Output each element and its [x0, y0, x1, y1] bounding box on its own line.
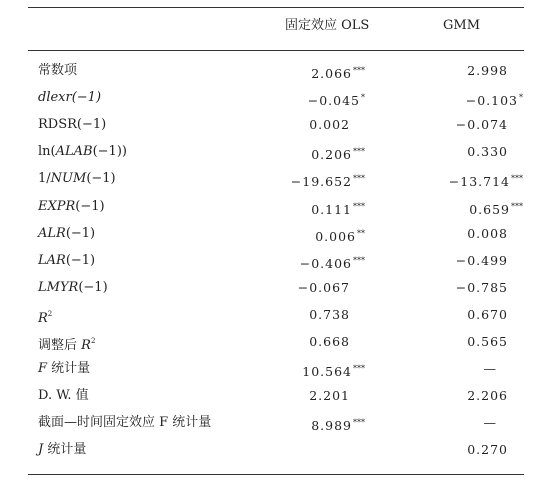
cell-gmm-value: 0.330	[467, 144, 508, 160]
significance-stars: ***	[511, 174, 523, 184]
row-label: F 统计量	[38, 361, 91, 377]
table-row	[0, 225, 549, 252]
cell-ols-value: 8.989***	[311, 418, 365, 434]
row-label: dlexr(−1)	[38, 90, 102, 106]
row-label: 调整后 $R^2$	[38, 337, 96, 353]
significance-stars: ***	[353, 174, 365, 184]
cell-ols-value: −0.406***	[299, 255, 365, 271]
significance-stars: **	[357, 228, 365, 238]
table-top-rule	[28, 7, 524, 8]
significance-stars: ***	[511, 201, 523, 211]
cell-gmm-value: −0.103*	[465, 93, 523, 109]
cell-gmm-value: −13.714***	[448, 174, 523, 190]
table-row	[0, 89, 549, 116]
cell-ols-value: 10.564***	[302, 364, 365, 380]
table-bottom-rule	[28, 474, 524, 475]
cell-ols-value: −0.067	[297, 279, 350, 295]
row-label: 截面—时间固定效应 F 统计量	[38, 415, 212, 431]
significance-stars: ***	[353, 255, 365, 265]
table-row	[0, 414, 549, 441]
cell-ols-value: −0.045*	[307, 93, 365, 109]
cell-ols-value: 0.206***	[311, 147, 365, 163]
cell-ols-value: −19.652***	[290, 174, 365, 190]
table-row	[0, 333, 549, 360]
table-row	[0, 170, 549, 197]
significance-stars: ***	[353, 66, 365, 75]
table-row	[0, 306, 549, 333]
row-label: $R^2$	[38, 309, 53, 326]
header-col-fixed-effects-ols: 固定效应 OLS	[285, 18, 370, 33]
significance-stars: ***	[353, 147, 365, 157]
table-row	[0, 279, 549, 306]
significance-stars: ***	[353, 418, 365, 428]
table-row	[0, 441, 549, 468]
row-label: LMYR(−1)	[38, 279, 108, 295]
significance-stars: ***	[353, 201, 365, 211]
cell-gmm-value: 0.008	[467, 225, 508, 241]
table-row	[0, 198, 549, 225]
cell-gmm-value: 0.659***	[469, 201, 523, 217]
row-label: ln(ALAB(−1))	[38, 144, 127, 160]
table-row	[0, 143, 549, 170]
cell-gmm-value: 0.270	[467, 442, 508, 458]
table-row	[0, 116, 549, 143]
cell-gmm-value: 2.998	[467, 63, 508, 78]
header-col-gmm: GMM	[443, 18, 481, 33]
cell-gmm-value: −0.785	[455, 279, 508, 295]
cell-ols-value: 0.111***	[311, 201, 365, 217]
table-row	[0, 387, 549, 414]
table-row	[0, 62, 549, 89]
cell-ols-value: 0.006**	[315, 228, 365, 244]
row-label: EXPR(−1)	[38, 198, 105, 214]
row-label: 1/NUM(−1)	[38, 171, 116, 187]
cell-gmm-value: 0.565	[467, 334, 508, 349]
cell-ols-value: 0.668	[309, 334, 350, 349]
cell-gmm-value: −0.074	[455, 117, 508, 133]
row-label: ALR(−1)	[38, 225, 96, 241]
row-label: 常数项	[38, 63, 78, 78]
row-label: RDSR(−1)	[38, 117, 107, 133]
significance-stars: ***	[353, 364, 365, 374]
cell-gmm-value: −0.499	[455, 252, 508, 268]
row-label: LAR(−1)	[38, 252, 96, 268]
cell-gmm-value: —	[483, 415, 497, 431]
significance-stars: *	[519, 93, 523, 103]
table-row	[0, 252, 549, 279]
cell-gmm-value: 2.206	[467, 388, 508, 404]
row-label: D. W. 值	[38, 388, 89, 404]
row-label: J 统计量	[38, 442, 87, 458]
cell-ols-value: 0.738	[309, 306, 350, 322]
table-row	[0, 360, 549, 387]
cell-gmm-value: 0.670	[467, 306, 508, 322]
significance-stars: *	[361, 93, 365, 103]
cell-ols-value: 0.002	[309, 117, 350, 133]
cell-ols-value: 2.201	[309, 388, 350, 404]
table-header-rule	[28, 50, 524, 51]
cell-ols-value: 2.066***	[311, 66, 365, 81]
cell-gmm-value: —	[483, 361, 497, 377]
